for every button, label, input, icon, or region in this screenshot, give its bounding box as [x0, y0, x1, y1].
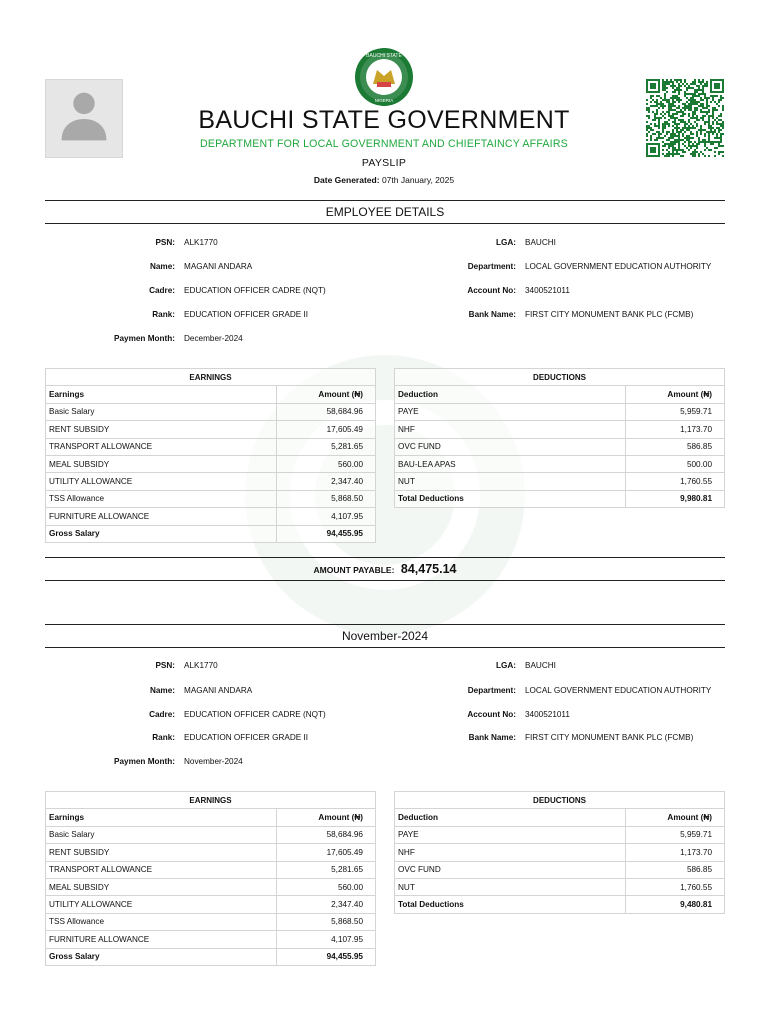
rank-value: EDUCATION OFFICER GRADE II: [184, 309, 309, 319]
total-deductions-row: [395, 490, 725, 507]
gross-salary-value: 94,455.95: [277, 525, 376, 542]
lga-label: LGA:: [495, 237, 516, 247]
table-row: [46, 861, 376, 878]
deduction-label: NHF: [395, 421, 626, 438]
total-deductions-value: 9,480.81: [626, 896, 725, 913]
earning-amount: 58,684.96: [277, 403, 376, 420]
earning-label: UTILITY ALLOWANCE: [46, 473, 277, 490]
earning-amount: 560.00: [277, 455, 376, 472]
deduction-amount: 1,173.70: [626, 421, 725, 438]
total-deductions-value: 9,980.81: [626, 490, 725, 507]
field-lga: [45, 659, 556, 671]
deduction-label: NHF: [395, 844, 626, 861]
earning-amount: 560.00: [277, 878, 376, 895]
amount-payable-bar: [45, 557, 725, 581]
table-row: [395, 421, 725, 438]
account-label: Account No:: [467, 285, 516, 295]
earning-label: RENT SUBSIDY: [46, 421, 277, 438]
bank-label: Bank Name:: [468, 732, 516, 742]
field-payment-month: [45, 332, 243, 344]
total-deductions-row: [395, 896, 725, 913]
bank-label: Bank Name:: [468, 309, 516, 319]
table-header-row: [395, 386, 725, 403]
name-value: MAGANI ANDARA: [184, 261, 253, 271]
earning-amount: 2,347.40: [277, 473, 376, 490]
department-value: LOCAL GOVERNMENT EDUCATION AUTHORITY: [525, 261, 712, 271]
earning-label: TSS Allowance: [46, 913, 277, 930]
payment-month-label: Paymen Month:: [114, 333, 175, 343]
table-row: [46, 403, 376, 420]
department-label: Department:: [467, 261, 516, 271]
deduction-label: PAYE: [395, 826, 626, 843]
table-row: [395, 878, 725, 895]
state-seal-icon: [355, 48, 413, 106]
deduction-amount: 1,760.55: [626, 878, 725, 895]
page-title: BAUCHI STATE GOVERNMENT: [198, 106, 570, 134]
deduction-label: BAU-LEA APAS: [395, 455, 626, 472]
earning-label: FURNITURE ALLOWANCE: [46, 508, 277, 525]
name-value: MAGANI ANDARA: [184, 685, 253, 695]
earning-label: TRANSPORT ALLOWANCE: [46, 861, 277, 878]
table-row: [46, 455, 376, 472]
psn-label: PSN:: [155, 660, 175, 670]
deduction-label: NUT: [395, 878, 626, 895]
table-row: [46, 931, 376, 948]
field-account-no: [45, 708, 570, 720]
lga-value: BAUCHI: [525, 237, 556, 247]
table-row: [46, 844, 376, 861]
total-deductions-label: Total Deductions: [395, 896, 626, 913]
deductions-table: [394, 791, 725, 914]
table-header-row: [395, 809, 725, 826]
department-subtitle: DEPARTMENT FOR LOCAL GOVERNMENT AND CHIEFTAINCY AFFAIRS: [200, 138, 568, 150]
amount-col-header: Amount (₦): [277, 386, 376, 403]
table-row: [395, 861, 725, 878]
table-row: [46, 896, 376, 913]
seal-text-bottom: NIGERIA: [374, 98, 394, 103]
name-label: Name:: [149, 261, 175, 271]
table-row: [395, 403, 725, 420]
earning-amount: 17,605.49: [277, 844, 376, 861]
earning-amount: 17,605.49: [277, 421, 376, 438]
deduction-amount: 500.00: [626, 455, 725, 472]
bank-value: FIRST CITY MONUMENT BANK PLC (FCMB): [525, 309, 694, 319]
earning-label: MEAL SUBSIDY: [46, 455, 277, 472]
date-generated-label: Date Generated:: [313, 175, 380, 185]
table-row: [46, 826, 376, 843]
field-lga: [45, 236, 556, 248]
table-row: [395, 826, 725, 843]
gross-salary-label: Gross Salary: [46, 948, 277, 965]
earning-label: Basic Salary: [46, 403, 277, 420]
earning-label: TRANSPORT ALLOWANCE: [46, 438, 277, 455]
earning-amount: 4,107.95: [277, 508, 376, 525]
earnings-table: [45, 791, 376, 966]
field-bank-name: [45, 731, 693, 743]
deduction-label: OVC FUND: [395, 438, 626, 455]
section-heading-november: November-2024: [45, 624, 725, 648]
table-row: [46, 473, 376, 490]
earnings-col-header: Earnings: [46, 809, 277, 826]
cadre-value: EDUCATION OFFICER CADRE (NQT): [184, 709, 326, 719]
cadre-label: Cadre:: [149, 709, 175, 719]
document-type: PAYSLIP: [361, 157, 407, 169]
seal-text-top: BAUCHI STATE: [366, 53, 402, 59]
account-label: Account No:: [467, 709, 516, 719]
name-label: Name:: [149, 685, 175, 695]
table-row: [395, 455, 725, 472]
table-row: [46, 878, 376, 895]
psn-label: PSN:: [155, 237, 175, 247]
table-row: [46, 490, 376, 507]
earning-amount: 58,684.96: [277, 826, 376, 843]
total-deductions-label: Total Deductions: [395, 490, 626, 507]
earning-label: FURNITURE ALLOWANCE: [46, 931, 277, 948]
deduction-amount: 5,959.71: [626, 826, 725, 843]
payment-month-value: November-2024: [184, 756, 243, 766]
gross-salary-label: Gross Salary: [46, 525, 277, 542]
earning-label: Basic Salary: [46, 826, 277, 843]
deduction-label: NUT: [395, 473, 626, 490]
earning-amount: 5,281.65: [277, 861, 376, 878]
cadre-label: Cadre:: [149, 285, 175, 295]
table-row: [395, 438, 725, 455]
earning-label: RENT SUBSIDY: [46, 844, 277, 861]
account-value: 3400521011: [525, 285, 570, 295]
earnings-caption: EARNINGS: [46, 369, 376, 386]
table-row: [46, 508, 376, 525]
amount-col-header: Amount (₦): [626, 809, 725, 826]
date-generated-value: 07th January, 2025: [381, 175, 455, 185]
deductions-table: [394, 368, 725, 508]
payment-month-label: Paymen Month:: [114, 756, 175, 766]
earning-amount: 5,868.50: [277, 490, 376, 507]
earnings-table: [45, 368, 376, 543]
earning-amount: 5,281.65: [277, 438, 376, 455]
field-payment-month: [45, 755, 243, 767]
rank-label: Rank:: [152, 732, 175, 742]
earning-amount: 2,347.40: [277, 896, 376, 913]
earning-amount: 5,868.50: [277, 913, 376, 930]
amount-payable-value: 84,475.14: [400, 562, 457, 576]
deduction-amount: 1,173.70: [626, 844, 725, 861]
psn-value: ALK1770: [184, 237, 218, 247]
field-bank-name: [45, 308, 693, 320]
deduction-amount: 5,959.71: [626, 403, 725, 420]
rank-label: Rank:: [152, 309, 175, 319]
table-row: [395, 844, 725, 861]
gross-salary-value: 94,455.95: [277, 948, 376, 965]
table-row: [46, 913, 376, 930]
amount-payable-label: AMOUNT PAYABLE:: [313, 565, 395, 575]
deduction-col-header: Deduction: [395, 386, 626, 403]
deduction-amount: 586.85: [626, 438, 725, 455]
table-row: [46, 438, 376, 455]
bank-value: FIRST CITY MONUMENT BANK PLC (FCMB): [525, 732, 694, 742]
table-row: [395, 473, 725, 490]
earnings-caption: EARNINGS: [46, 792, 376, 809]
table-row: [46, 421, 376, 438]
payment-month-value: December-2024: [184, 333, 243, 343]
amount-col-header: Amount (₦): [277, 809, 376, 826]
deduction-amount: 1,760.55: [626, 473, 725, 490]
deductions-caption: DEDUCTIONS: [395, 792, 725, 809]
earning-label: UTILITY ALLOWANCE: [46, 896, 277, 913]
earning-label: MEAL SUBSIDY: [46, 878, 277, 895]
deduction-amount: 586.85: [626, 861, 725, 878]
department-value: LOCAL GOVERNMENT EDUCATION AUTHORITY: [525, 685, 712, 695]
field-department: [45, 260, 711, 272]
earnings-col-header: Earnings: [46, 386, 277, 403]
earning-amount: 4,107.95: [277, 931, 376, 948]
lga-label: LGA:: [495, 660, 516, 670]
table-header-row: [46, 809, 376, 826]
field-department: [45, 684, 711, 696]
department-label: Department:: [467, 685, 516, 695]
amount-col-header: Amount (₦): [626, 386, 725, 403]
deductions-caption: DEDUCTIONS: [395, 369, 725, 386]
cadre-value: EDUCATION OFFICER CADRE (NQT): [184, 285, 326, 295]
deduction-col-header: Deduction: [395, 809, 626, 826]
deduction-label: PAYE: [395, 403, 626, 420]
rank-value: EDUCATION OFFICER GRADE II: [184, 732, 309, 742]
account-value: 3400521011: [525, 709, 570, 719]
gross-salary-row: [46, 948, 376, 965]
section-heading-employee-details: EMPLOYEE DETAILS: [45, 200, 725, 224]
field-account-no: [45, 284, 570, 296]
deduction-label: OVC FUND: [395, 861, 626, 878]
earning-label: TSS Allowance: [46, 490, 277, 507]
date-generated: [0, 175, 768, 185]
lga-value: BAUCHI: [525, 660, 556, 670]
psn-value: ALK1770: [184, 660, 218, 670]
table-header-row: [46, 386, 376, 403]
gross-salary-row: [46, 525, 376, 542]
